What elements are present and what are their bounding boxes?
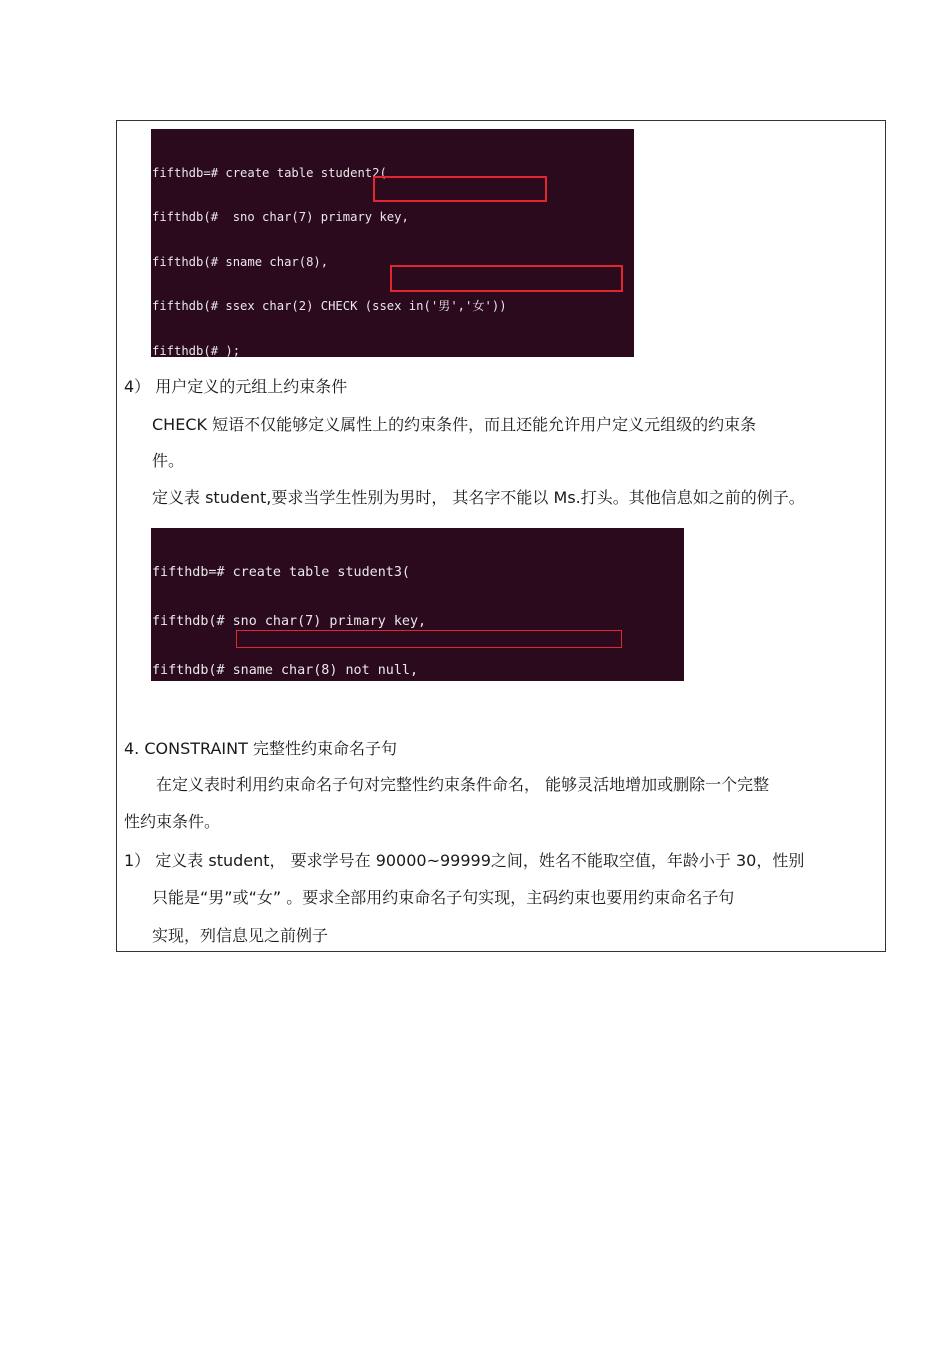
terminal-screenshot-1 — [151, 129, 634, 357]
highlight-box-check-tuple — [236, 630, 622, 648]
terminal-line: fifthdb(# sno char(7) primary key, — [152, 614, 427, 630]
paragraph-line: 在定义表时利用约束命名子句对完整性约束条件命名， 能够灵活地增加或删除一个完整 — [156, 775, 770, 794]
terminal-screenshot-2 — [151, 528, 684, 681]
paragraph-line: 只能是“男”或“女” 。要求全部用约束命名子句实现，主码约束也要用约束命名子句 — [152, 888, 735, 907]
section-heading: 4. CONSTRAINT 完整性约束命名子句 — [124, 739, 397, 758]
terminal-line: fifthdb(# sname char(8) not null, — [152, 663, 419, 679]
highlight-box-check-grade — [390, 265, 623, 292]
paragraph-line: CHECK 短语不仅能够定义属性上的约束条件，而且还能允许用户定义元组级的约束条 — [152, 415, 757, 434]
item-heading: 4） 用户定义的元组上约束条件 — [124, 377, 348, 396]
paragraph-line: 实现，列信息见之前例子 — [152, 926, 329, 945]
terminal-line: fifthdb=# create table student3( — [152, 564, 410, 580]
terminal-line: fifthdb(# sno char(7) primary key, — [152, 210, 409, 225]
paragraph-line: 定义表 student,要求当学生性别为男时， 其名字不能以 Ms.打头。其他信息如之前的例子。 — [152, 488, 805, 507]
paragraph-line: 1） 定义表 student， 要求学号在 90000~99999之间，姓名不能取空值，年龄小于 30，性别 — [124, 851, 805, 870]
highlight-box-check-ssex — [373, 176, 547, 202]
terminal-line: fifthdb(# sname char(8), — [152, 254, 329, 269]
terminal-line: fifthdb=# create table student2( — [152, 165, 387, 180]
paragraph-line: 性约束条件。 — [124, 812, 221, 831]
terminal-line: fifthdb(# ssex char(2) CHECK (ssex in('男','女')) — [152, 299, 507, 314]
paragraph-line: 件。 — [152, 451, 185, 470]
terminal-line: fifthdb(# ); — [152, 343, 241, 357]
